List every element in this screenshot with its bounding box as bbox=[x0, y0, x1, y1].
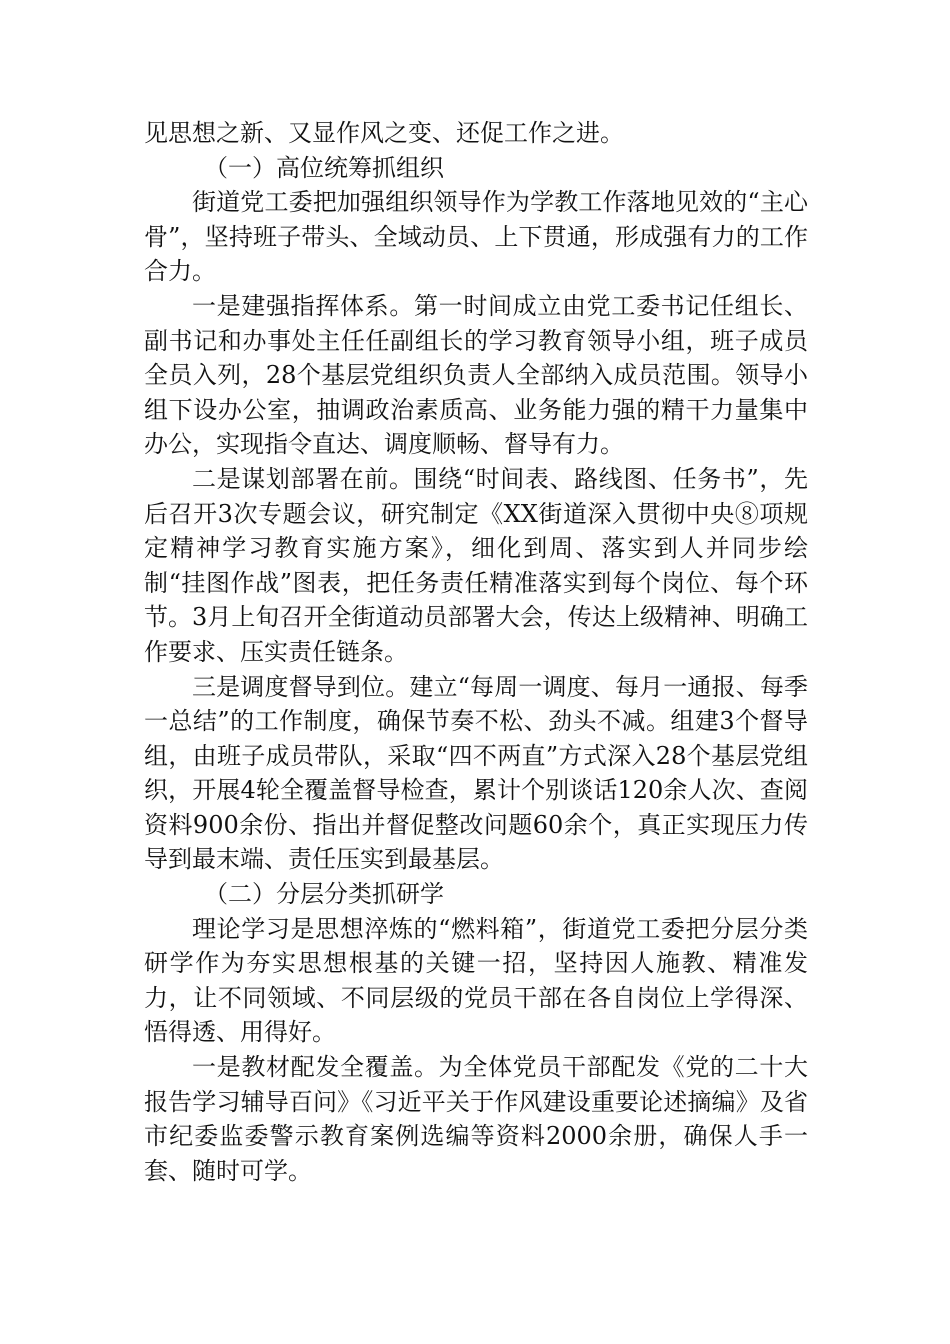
paragraph-point-1-3: 三是调度督导到位。建立“每周一调度、每月一通报、每季一总结”的工作制度，确保节奏不松、劲头不减。组建3个督导组，由班子成员带队，采取“四不两直”方式深入28个基层党组织，开展4轮全覆盖督导检查，累计个别谈话120余人次、查阅资料900余份、指出并督促整改问题60余个，真正实现压力传导到最末端、责任压实到最基层。 bbox=[144, 672, 808, 874]
paragraph-continued: 见思想之新、又显作风之变、还促工作之进。 bbox=[144, 119, 624, 147]
paragraph-intro-1: 街道党工委把加强组织领导作为学教工作落地见效的“主心骨”，坚持班子带头、全域动员、上下贯通，形成强有力的工作合力。 bbox=[144, 188, 808, 286]
paragraph-point-1-1: 一是建强指挥体系。第一时间成立由党工委书记任组长、副书记和办事处主任任副组长的学习教育领导小组，班子成员全员入列，28个基层党组织负责人全部纳入成员范围。领导小组下设办公室，抽调政治素质高、业务能力强的精干力量集中办公，实现指令直达、调度顺畅、督导有力。 bbox=[144, 291, 808, 459]
paragraph-point-2-1: 一是教材配发全覆盖。为全体党员干部配发《党的二十大报告学习辅导百问》《习近平关于作风建设重要论述摘编》及省市纪委监委警示教育案例选编等资料2000余册，确保人手一套、随时可学。 bbox=[144, 1053, 808, 1185]
document-body bbox=[144, 116, 808, 1188]
paragraph-point-1-2: 二是谋划部署在前。围绕“时间表、路线图、任务书”，先后召开3次专题会议，研究制定《XX街道深入贯彻中央⑧项规定精神学习教育实施方案》，细化到周、落实到人并同步绘制“挂图作战”图表，把任务责任精准落实到每个岗位、每个环节。3月上旬召开全街道动员部署大会，传达上级精神、明确工作要求、压实责任链条。 bbox=[144, 464, 808, 666]
section-heading-1: （一）高位统筹抓组织 bbox=[204, 153, 444, 182]
section-heading-2: （二）分层分类抓研学 bbox=[204, 880, 444, 909]
paragraph-intro-2: 理论学习是思想淬炼的“燃料箱”，街道党工委把分层分类研学作为夯实思想根基的关键一招，坚持因人施教、精准发力，让不同领域、不同层级的党员干部在各自岗位上学得深、悟得透、用得好。 bbox=[144, 914, 808, 1047]
